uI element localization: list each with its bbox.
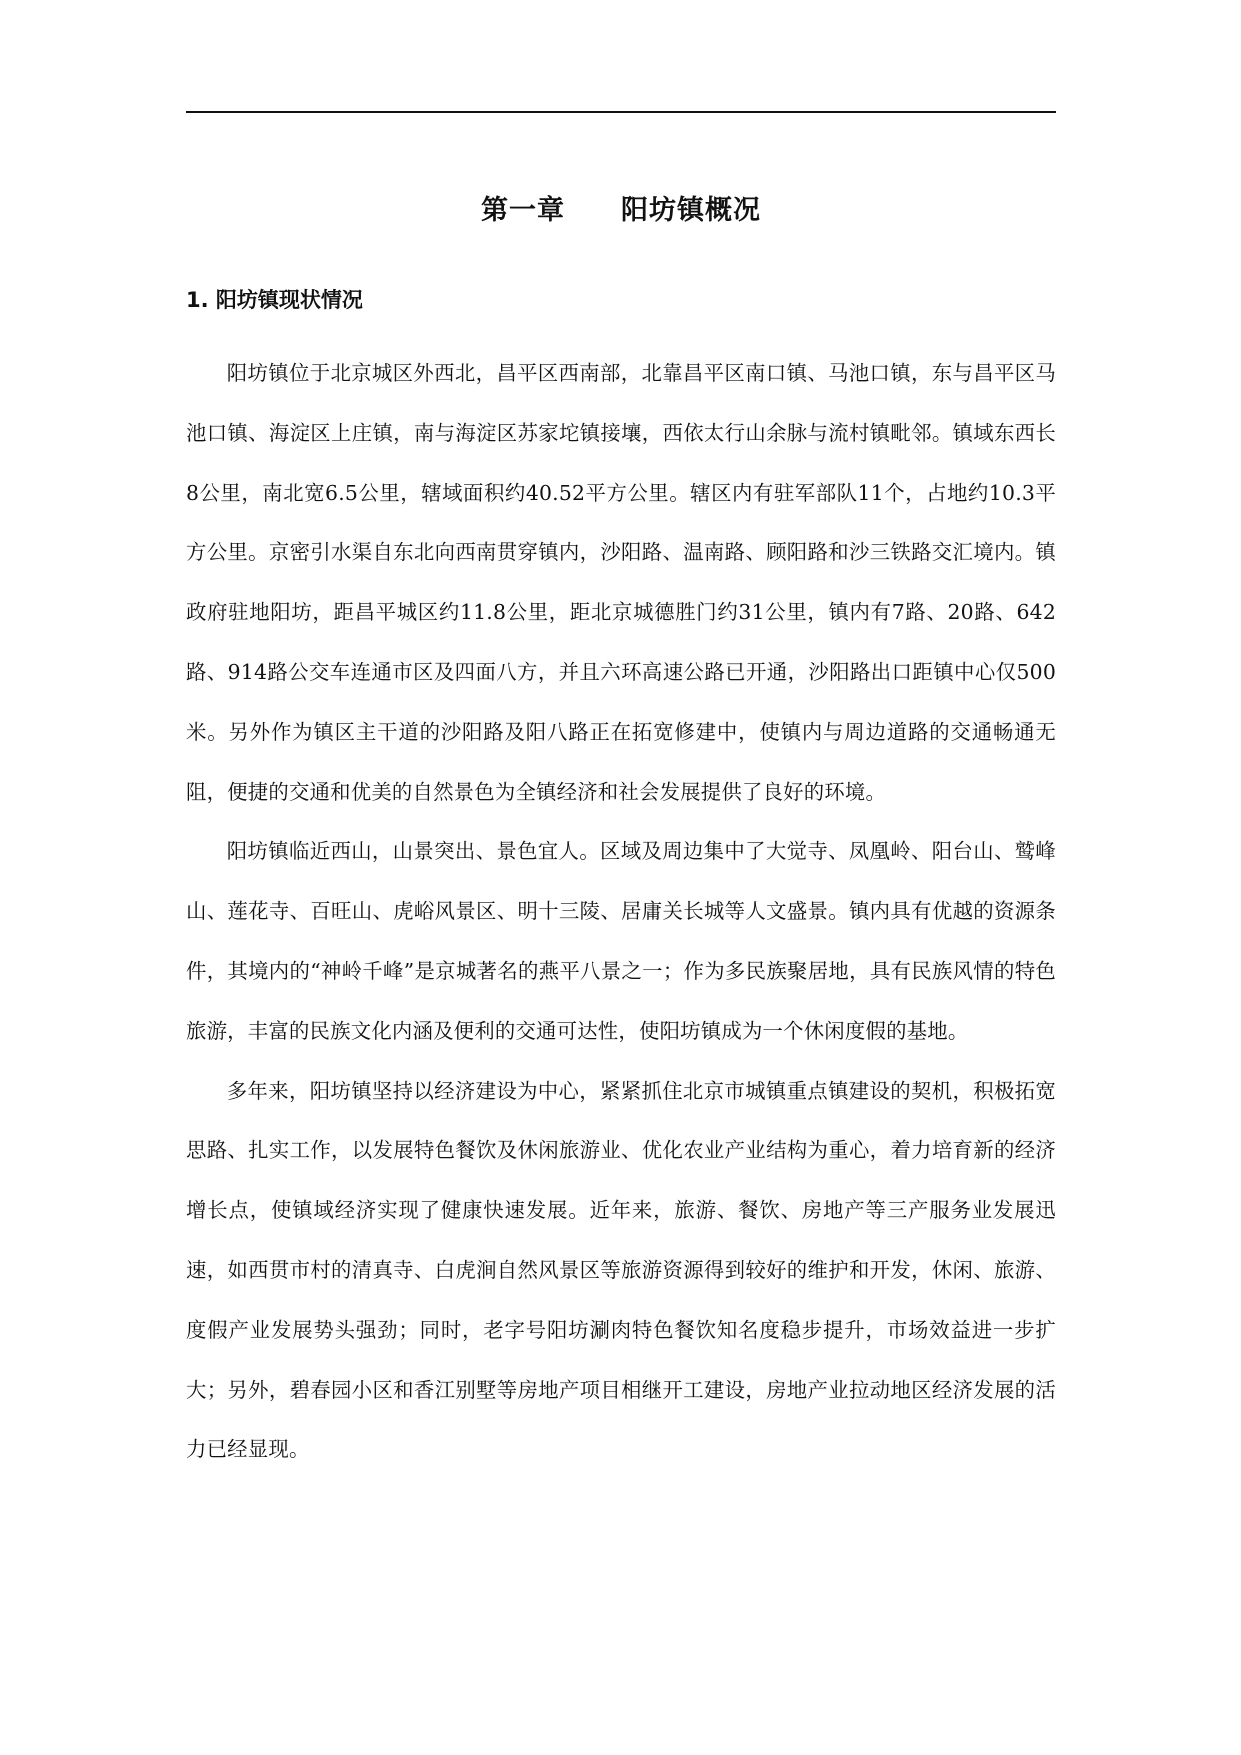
section-title: 1. 阳坊镇现状情况 — [186, 288, 363, 312]
paragraph-scenery: 阳坊镇临近西山，山景突出、景色宜人。区域及周边集中了大觉寺、凤凰岭、阳台山、鹫峰山、莲花寺、百旺山、虎峪风景区、明十三陵、居庸关长城等人文盛景。镇内具有优越的资源条件，其境内的“神岭千峰”是京城著名的燕平八景之一；作为多民族聚居地，具有民族风情的特色旅游，丰富的民族文化内涵及便利的交通可达性，使阳坊镇成为一个休闲度假的基地。 — [186, 839, 1056, 1043]
paragraph-development: 多年来，阳坊镇坚持以经济建设为中心，紧紧抓住北京市城镇重点镇建设的契机，积极拓宽思路、扎实工作，以发展特色餐饮及休闲旅游业、优化农业产业结构为重心，着力培育新的经济增长点，使镇域经济实现了健康快速发展。近年来，旅游、餐饮、房地产等三产服务业发展迅速，如西贯市村的清真寺、白虎涧自然风景区等旅游资源得到较好的维护和开发，休闲、旅游、度假产业发展势头强劲；同时，老字号阳坊涮肉特色餐饮知名度稳步提升，市场效益进一步扩大；另外，碧春园小区和香江别墅等房地产项目相继开工建设，房地产业拉动地区经济发展的活力已经显现。 — [186, 1078, 1056, 1462]
body-text — [186, 344, 1056, 1480]
header-rule — [186, 111, 1056, 113]
paragraph-location: 阳坊镇位于北京城区外西北，昌平区西南部，北靠昌平区南口镇、马池口镇，东与昌平区马池口镇、海淀区上庄镇，南与海淀区苏家坨镇接壤，西依太行山余脉与流村镇毗邻。镇域东西长8公里，南北宽6.5公里，辖域面积约40.52平方公里。辖区内有驻军部队11个，占地约10.3平方公里。京密引水渠自东北向西南贯穿镇内，沙阳路、温南路、顾阳路和沙三铁路交汇境内。镇政府驻地阳坊，距昌平城区约11.8公里，距北京城德胜门约31公里，镇内有7路、20路、642路、914路公交车连通市区及四面八方，并且六环高速公路已开通，沙阳路出口距镇中心仅500米。另外作为镇区主干道的沙阳路及阳八路正在拓宽修建中，使镇内与周边道路的交通畅通无阻，便捷的交通和优美的自然景色为全镇经济和社会发展提供了良好的环境。 — [186, 361, 1056, 804]
chapter-title: 第一章 阳坊镇概况 — [481, 195, 761, 226]
